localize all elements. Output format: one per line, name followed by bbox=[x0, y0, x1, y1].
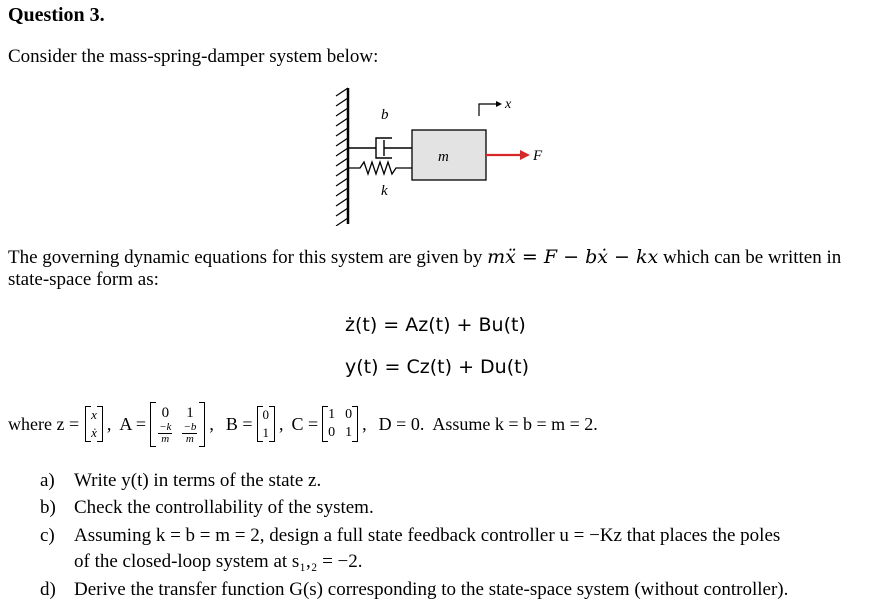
item-text: of the closed-loop system at s₁,₂ = −2. bbox=[74, 551, 363, 572]
b-matrix bbox=[257, 406, 276, 442]
eq-xdd: ẍ bbox=[505, 246, 516, 268]
damper-label: b bbox=[381, 107, 389, 123]
d-value: D = 0. bbox=[378, 413, 425, 434]
c-12: 0 bbox=[345, 407, 353, 422]
spring bbox=[348, 162, 412, 174]
intro-text: Consider the mass-spring-damper system below: bbox=[8, 46, 379, 67]
force-arrowhead bbox=[520, 150, 530, 160]
eq-minus-2: − bbox=[607, 246, 636, 268]
eq-xd: ẋ bbox=[597, 246, 608, 268]
a-label: A = bbox=[119, 413, 147, 434]
eq-minus-1: − bbox=[557, 246, 586, 268]
c-11: 1 bbox=[328, 407, 336, 422]
item-text: Write y(t) in terms of the state z. bbox=[74, 470, 322, 491]
force-label: F bbox=[533, 148, 543, 164]
eq-b: b bbox=[585, 246, 598, 268]
damper bbox=[348, 138, 412, 158]
item-label: d) bbox=[40, 579, 56, 600]
a-11: 0 bbox=[161, 404, 170, 421]
z-vector bbox=[85, 406, 103, 442]
where-z-label: where z = bbox=[8, 413, 80, 434]
a-21-num: −k bbox=[159, 420, 172, 433]
mass-spring-damper-diagram bbox=[320, 86, 560, 226]
spring-label: k bbox=[381, 183, 388, 199]
a-12: 1 bbox=[186, 404, 194, 421]
item-label: b) bbox=[40, 497, 56, 518]
c-matrix bbox=[322, 406, 358, 442]
paragraph-text-b: which can be written in state-space form as: bbox=[8, 247, 842, 290]
matrix-definitions: where z = x ẋ , A = 0 1 $\frac{-k}{m}$ $\frac{-b}{m}$ , B = 0 1 , C = 1 0 0 1 , D = 0. Assume k = b = m = 2. bbox=[8, 398, 598, 450]
c-21: 0 bbox=[328, 425, 336, 440]
x-arrowhead bbox=[496, 101, 502, 107]
b-bottom: 1 bbox=[262, 425, 269, 440]
a-21-den: m bbox=[161, 432, 170, 445]
state-equation: ż(t) = Az(t) + Bu(t) bbox=[345, 314, 526, 336]
mass-label: m bbox=[438, 149, 449, 165]
eq-F: F bbox=[543, 246, 558, 268]
output-equation: y(t) = Cz(t) + Du(t) bbox=[345, 356, 529, 378]
item-text: Derive the transfer function G(s) corresponding to the state-space system (without controller). bbox=[74, 579, 789, 600]
x-label: x bbox=[505, 97, 512, 112]
z-top: x bbox=[91, 407, 97, 422]
a-22-den: m bbox=[185, 432, 194, 445]
item-text: Assuming k = b = m = 2, design a full state feedback controller u = −Kz that places the poles bbox=[74, 525, 781, 546]
assumption-text: Assume k = b = m = 2. bbox=[432, 413, 598, 434]
item-label: a) bbox=[40, 470, 55, 491]
c-label: C = bbox=[291, 413, 319, 434]
b-top: 0 bbox=[262, 407, 269, 422]
mass-block bbox=[412, 130, 486, 180]
eq-m: m bbox=[487, 246, 506, 268]
eq-equals: = bbox=[515, 246, 544, 268]
x-position-arrow bbox=[479, 104, 498, 116]
question-title: Question 3. bbox=[8, 4, 105, 26]
a-22-num: −b bbox=[183, 420, 197, 433]
z-bottom: ẋ bbox=[91, 425, 97, 440]
b-label: B = bbox=[225, 413, 253, 434]
a-matrix bbox=[150, 402, 205, 447]
c-22: 1 bbox=[345, 425, 353, 440]
a-22 bbox=[182, 422, 197, 445]
item-text: Check the controllability of the system. bbox=[74, 497, 374, 518]
a-21 bbox=[158, 422, 172, 445]
item-label: c) bbox=[40, 525, 55, 546]
eq-k: k bbox=[635, 246, 648, 268]
eq-x: x bbox=[647, 246, 659, 268]
governing-equations-paragraph bbox=[8, 246, 876, 291]
paragraph-text-a: The governing dynamic equations for this system are given by bbox=[8, 247, 488, 268]
wall bbox=[336, 88, 348, 226]
